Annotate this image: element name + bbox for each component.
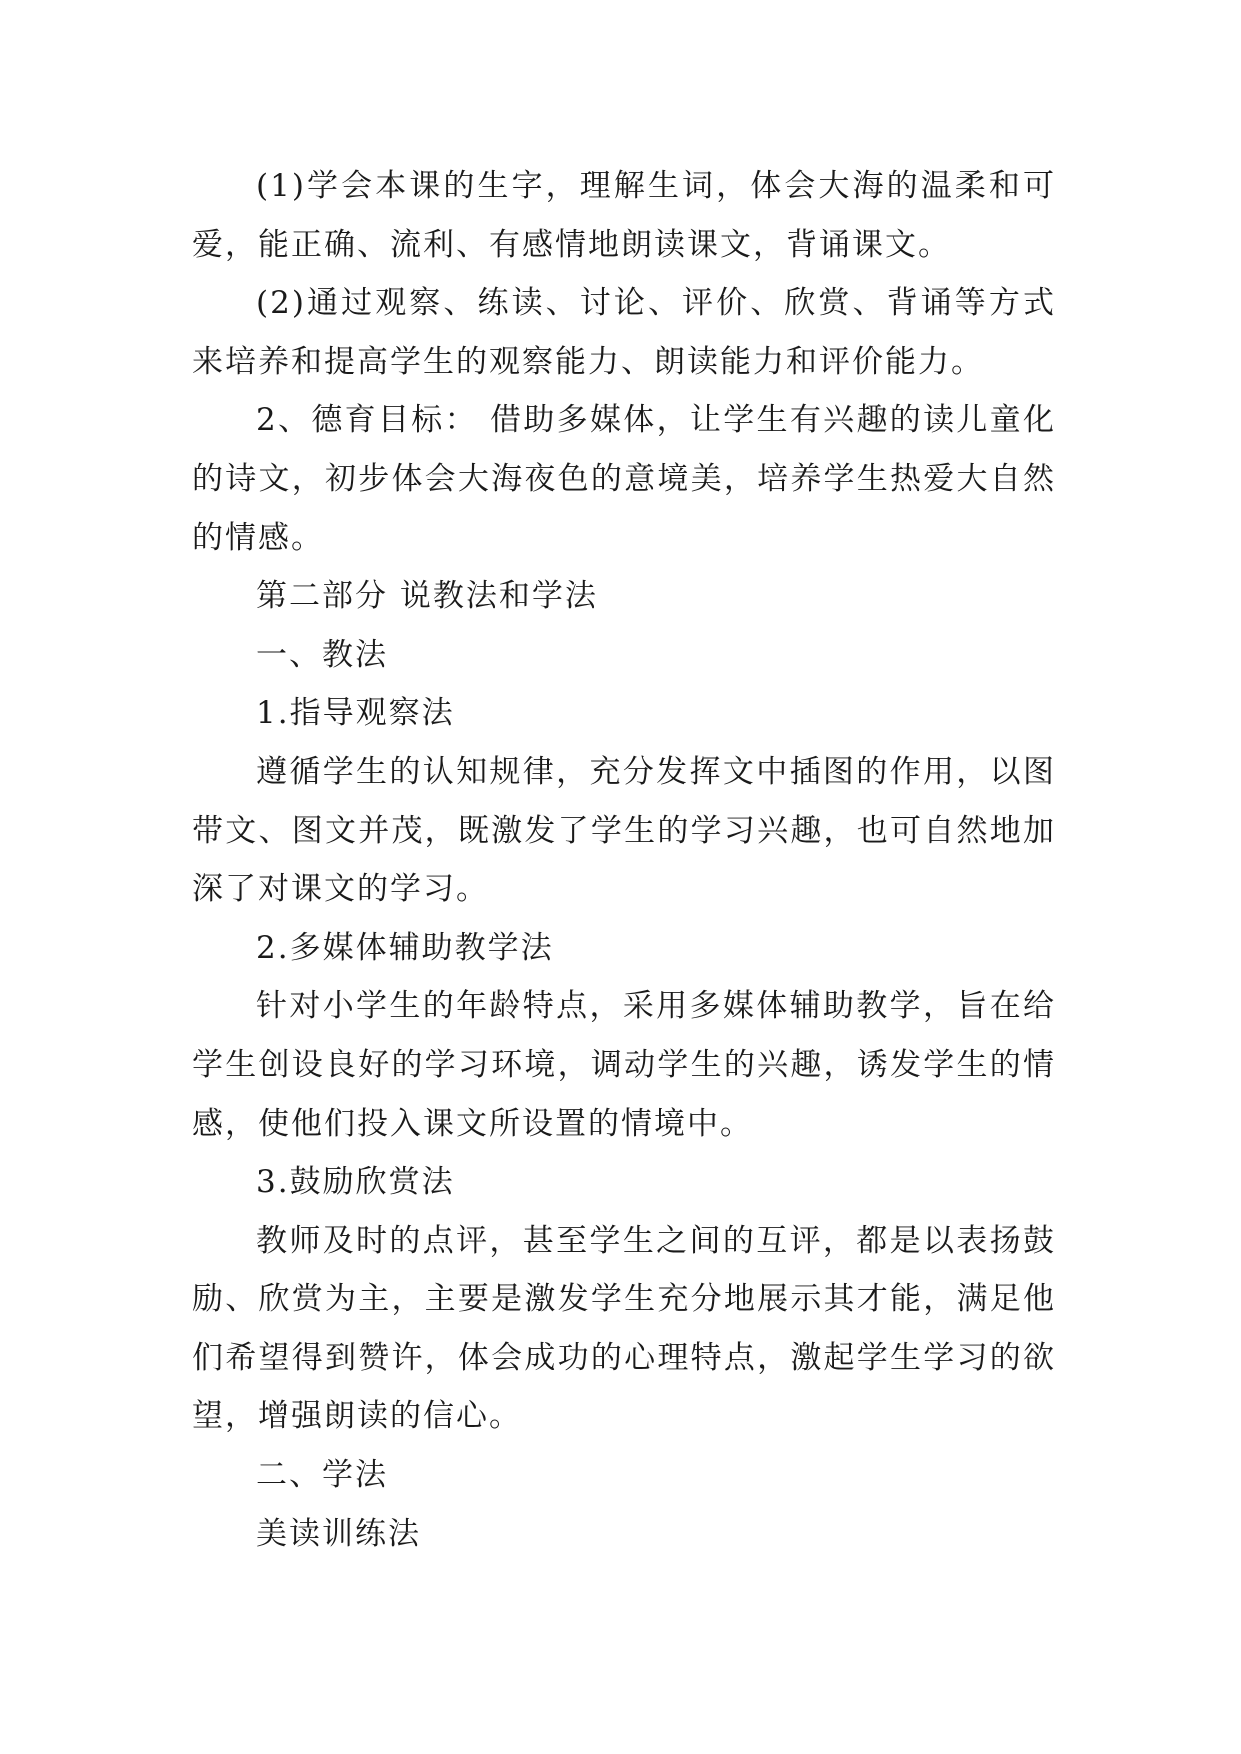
document-body bbox=[192, 157, 1056, 1563]
paragraph-observation: 遵循学生的认知规律，充分发挥文中插图的作用，以图带文、图文并茂，既激发了学生的学习兴趣，也可自然地加深了对课文的学习。 bbox=[192, 753, 1056, 908]
method-heading-multimedia: 2.多媒体辅助教学法 bbox=[256, 929, 554, 966]
paragraph-encouragement: 教师及时的点评，甚至学生之间的互评，都是以表扬鼓励、欣赏为主，主要是激发学生充分地展示其才能，满足他们希望得到赞许，体会成功的心理特点，激起学生学习的欲望，增强朗读的信心。 bbox=[192, 1222, 1056, 1435]
paragraph-moral-goal: 2、德育目标： 借助多媒体，让学生有兴趣的读儿童化的诗文，初步体会大海夜色的意境美，培养学生热爱大自然的情感。 bbox=[192, 402, 1056, 556]
paragraph-objective-1: (1)学会本课的生字，理解生词，体会大海的温柔和可爱，能正确、流利、有感情地朗读课文，背诵课文。 bbox=[192, 168, 1056, 263]
subheading-teaching-methods: 一、教法 bbox=[256, 636, 388, 673]
subheading-learning-methods: 二、学法 bbox=[256, 1457, 388, 1494]
section-heading-part-two: 第二部分 说教法和学法 bbox=[256, 578, 598, 615]
method-heading-observation: 1.指导观察法 bbox=[256, 695, 455, 732]
paragraph-multimedia: 针对小学生的年龄特点，采用多媒体辅助教学，旨在给学生创设良好的学习环境，调动学生的兴趣，诱发学生的情感，使他们投入课文所设置的情境中。 bbox=[192, 988, 1056, 1142]
method-heading-encouragement: 3.鼓励欣赏法 bbox=[256, 1164, 455, 1201]
paragraph-objective-2: (2)通过观察、练读、讨论、评价、欣赏、背诵等方式来培养和提高学生的观察能力、朗读能力和评价能力。 bbox=[192, 285, 1056, 380]
method-heading-reading-training: 美读训练法 bbox=[256, 1515, 421, 1552]
